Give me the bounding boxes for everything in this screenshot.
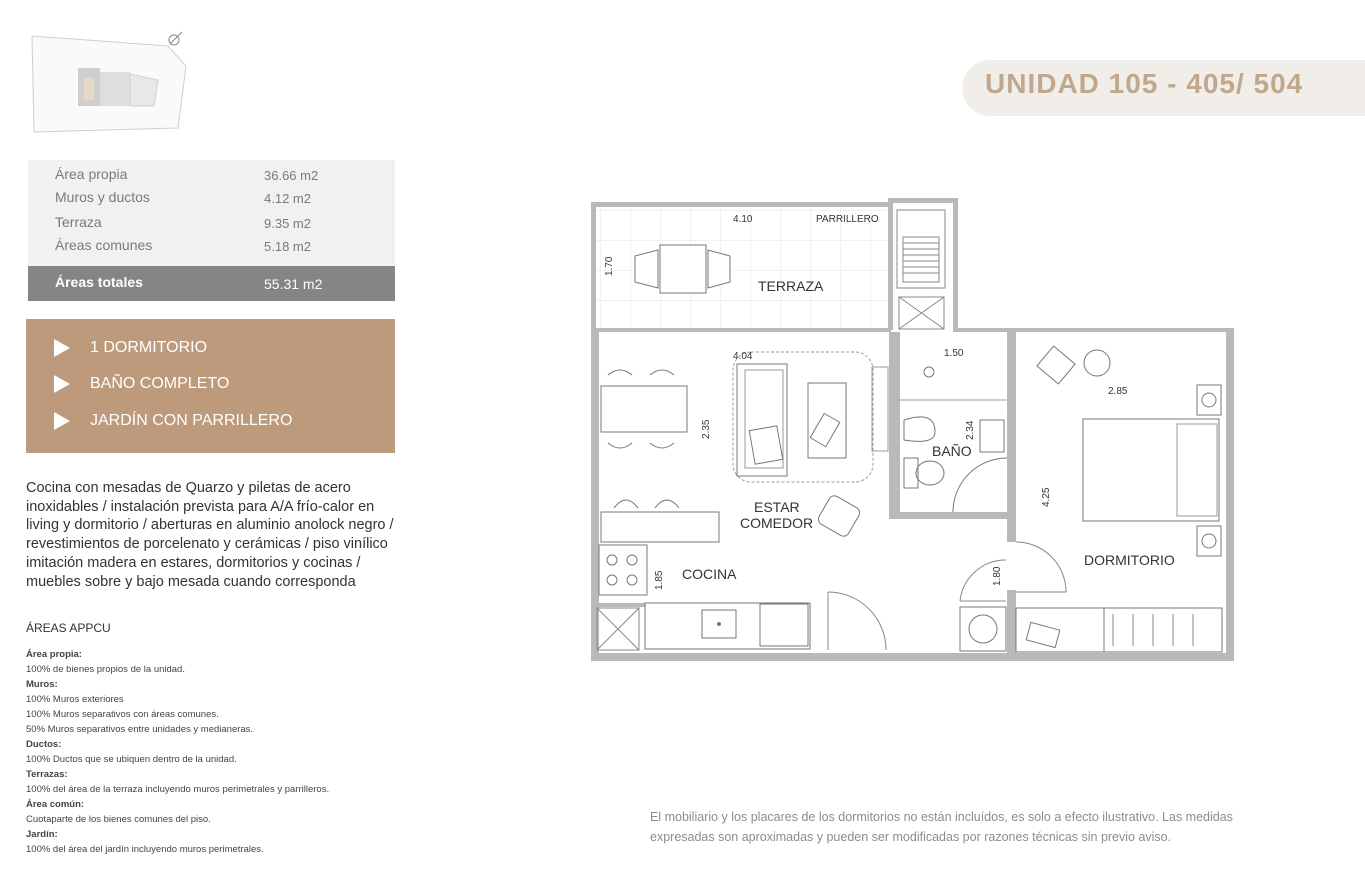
area-value: 36.66 m2 (264, 168, 319, 183)
feature-label: BAÑO COMPLETO (90, 375, 230, 393)
room-label-terraza: TERRAZA (758, 278, 824, 294)
dimension-label: 1.85 (654, 570, 665, 590)
play-triangle-icon (54, 339, 70, 357)
dimension-label: 2.35 (701, 419, 712, 439)
appcu-heading: Muros: (26, 679, 58, 690)
disclaimer-line: expresadas son aproximadas y pueden ser modificadas por razones técnicas sin previo aviso. (650, 830, 1172, 844)
dimension-label: 4.04 (733, 351, 753, 362)
appcu-line: 100% Muros exteriores (26, 694, 124, 705)
appcu-line: 100% Ductos que se ubiquen dentro de la unidad. (26, 754, 237, 765)
area-row-terraza (28, 214, 395, 236)
area-total-label: Áreas totales (55, 274, 143, 290)
floor-plan (585, 190, 1235, 665)
description-line: muebles sobre y bajo mesada cuando corresponda (26, 573, 356, 590)
area-label: Áreas comunes (55, 237, 153, 253)
appcu-line: 100% Muros separativos con áreas comunes. (26, 709, 219, 720)
room-label-dormitorio: DORMITORIO (1084, 552, 1175, 568)
area-label: Muros y ductos (55, 189, 150, 205)
area-table (28, 160, 395, 301)
disclaimer-line: El mobiliario y los placares de los dormitorios no están incluídos, es solo a efecto ilustrativo. Las medidas (650, 810, 1233, 824)
description-line: Cocina con mesadas de Quarzo y piletas de acero (26, 480, 351, 496)
dimension-label: 2.34 (965, 420, 976, 440)
feature-label: 1 DORMITORIO (90, 339, 208, 357)
appcu-heading: Área propia: (26, 649, 82, 660)
appcu-line: Cuotaparte de los bienes comunes del piso. (26, 814, 211, 825)
feature-label: JARDÍN CON PARRILLERO (90, 412, 293, 430)
appcu-heading: Área común: (26, 799, 85, 810)
area-label: Área propia (55, 166, 128, 182)
room-label-bano: BAÑO (932, 443, 972, 459)
room-label-estar: ESTAR (754, 499, 800, 515)
appcu-heading: Ductos: (26, 739, 62, 750)
description-line: inoxidables / instalación prevista para A/A frío-calor en (26, 498, 375, 515)
area-value: 9.35 m2 (264, 216, 311, 231)
appcu-heading: Terrazas: (26, 769, 68, 780)
area-value: 5.18 m2 (264, 239, 311, 254)
disclaimer (650, 807, 1340, 847)
north-arrow-icon (169, 32, 182, 45)
dimension-label: 1.70 (604, 256, 615, 276)
appcu-line: 100% del área de la terraza incluyendo muros perimetrales y parrilleros. (26, 784, 330, 795)
unit-title: UNIDAD 105 - 405/ 504 (985, 68, 1304, 99)
dimension-label: 1.50 (944, 348, 964, 359)
area-total-row (28, 266, 395, 301)
dimension-label: 2.85 (1108, 386, 1128, 397)
area-value: 4.12 m2 (264, 191, 311, 206)
appcu-line: 100% del área del jardín incluyendo muros perimetrales. (26, 844, 264, 855)
play-triangle-icon (54, 412, 70, 430)
room-label-parrillero: PARRILLERO (816, 214, 879, 225)
feature-item (54, 339, 207, 357)
area-row-muros (28, 189, 395, 211)
appcu-line: 100% de bienes propios de la unidad. (26, 664, 185, 675)
area-total-value: 55.31 m2 (264, 276, 323, 292)
description-line: revestimientos de porcelenato y cerámicas / piso vinílico (26, 536, 388, 553)
area-row-comunes (28, 237, 395, 259)
play-triangle-icon (54, 375, 70, 393)
dimension-label: 1.80 (992, 566, 1003, 586)
dimension-label: 4.25 (1041, 487, 1052, 507)
dimension-label: 4.10 (733, 214, 753, 225)
description-line: imitación madera en estares, dormitorios y cocinas / (26, 554, 361, 571)
feature-item (54, 412, 292, 430)
site-location-map (28, 28, 198, 138)
description-line: living y dormitorio / aberturas en aluminio anolock negro / (26, 517, 394, 534)
finishes-description (26, 479, 446, 591)
appcu-heading: Jardín: (26, 829, 58, 840)
features-box (26, 319, 395, 453)
room-label-comedor: COMEDOR (740, 515, 814, 531)
room-label-cocina: COCINA (682, 566, 737, 582)
area-label: Terraza (55, 214, 102, 230)
appcu-title: ÁREAS APPCU (26, 621, 111, 635)
area-row-propia (28, 166, 395, 188)
appcu-list (26, 647, 486, 857)
appcu-line: 50% Muros separativos entre unidades y medianeras. (26, 724, 254, 735)
feature-item (54, 375, 229, 393)
